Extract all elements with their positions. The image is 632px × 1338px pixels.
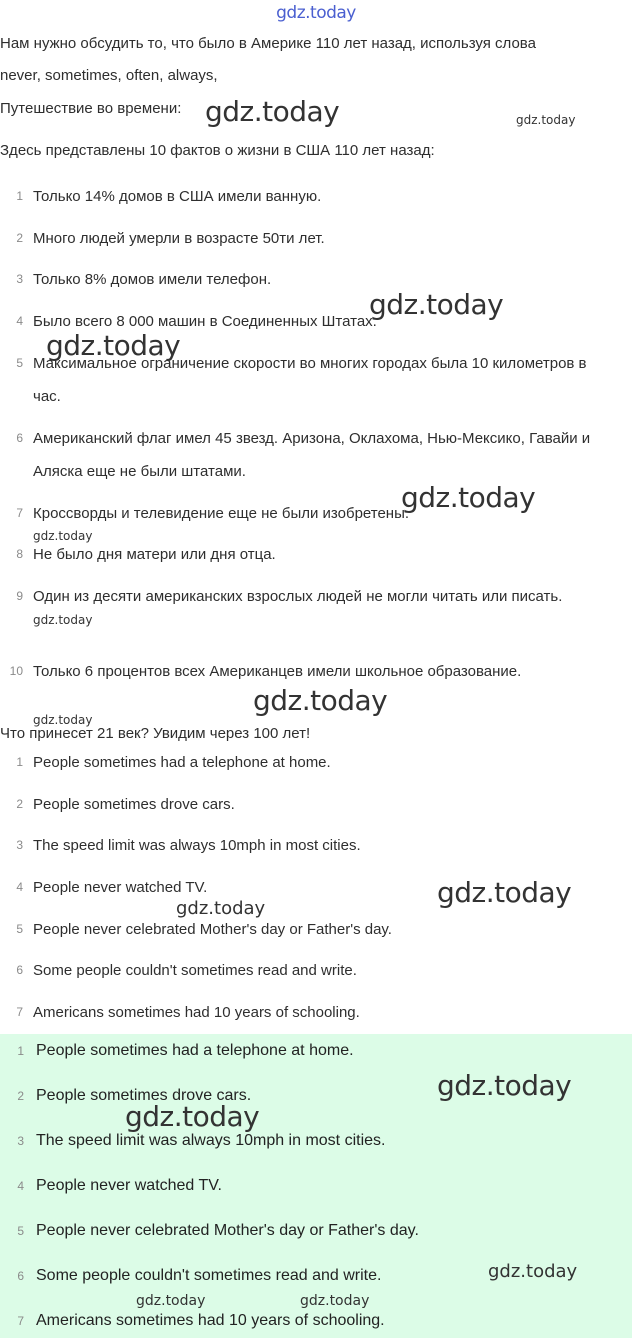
watermark: gdz.today xyxy=(401,481,536,514)
list-item xyxy=(0,1304,632,1338)
item-text: Some people couldn't sometimes read and write. xyxy=(36,1267,382,1284)
list-item xyxy=(0,538,632,580)
list-item xyxy=(0,746,632,788)
item-number: 5 xyxy=(16,921,23,936)
item-text: Американский флаг имел 45 звезд. Аризона, Оклахома, Нью-Мексико, Гавайи и Аляска еще не были штатами. xyxy=(33,429,591,480)
item-number: 4 xyxy=(17,1179,24,1193)
item-number: 9 xyxy=(16,589,23,604)
watermark: gdz.today xyxy=(33,713,93,727)
watermark: gdz.today xyxy=(300,1293,370,1309)
item-number: 1 xyxy=(16,189,23,203)
list-item xyxy=(0,1214,632,1259)
list-item xyxy=(0,180,632,222)
item-text: Было всего 8 000 машин в Соединенных Штатах. xyxy=(33,313,377,331)
item-number: 5 xyxy=(16,355,23,370)
list-item xyxy=(0,1169,632,1214)
item-text: Только 6 процентов всех Американцев имели школьное образование. xyxy=(33,663,522,681)
item-number: 3 xyxy=(16,272,23,287)
item-text: People never celebrated Mother's day or Father's day. xyxy=(36,1222,419,1239)
watermark: gdz.today xyxy=(369,288,504,321)
item-number: 4 xyxy=(16,880,23,895)
item-text: Кроссворды и телевидение еще не были изобретены. xyxy=(33,504,410,522)
intro-line-4: Здесь представлены 10 фактов о жизни в США 110 лет назад: xyxy=(0,142,435,159)
item-number: 6 xyxy=(16,963,23,978)
item-number: 1 xyxy=(17,1044,24,1058)
item-number: 10 xyxy=(9,664,23,679)
item-number: 6 xyxy=(16,430,23,445)
item-number: 2 xyxy=(17,1089,24,1103)
item-text: The speed limit was always 10mph in most cities. xyxy=(36,1132,386,1149)
intro-line-2: never, sometimes, often, always, xyxy=(0,67,218,84)
item-text: People sometimes drove cars. xyxy=(33,795,235,813)
item-number: 3 xyxy=(17,1134,24,1148)
list-item xyxy=(0,788,632,830)
facts-list xyxy=(0,180,632,697)
item-text: People sometimes drove cars. xyxy=(36,1087,252,1104)
intro-line-3: Путешествие во времени: xyxy=(0,100,182,117)
watermark: gdz.today xyxy=(437,876,572,909)
item-text: People never watched TV. xyxy=(36,1177,222,1194)
item-number: 7 xyxy=(16,505,23,520)
watermark: gdz.today xyxy=(516,113,576,127)
item-number: 4 xyxy=(16,314,23,329)
question-heading: Что принесет 21 век? Увидим через 100 лет! xyxy=(0,725,311,742)
list-item xyxy=(0,263,632,305)
list-item xyxy=(0,497,632,539)
list-item xyxy=(0,913,632,955)
item-text: People sometimes had a telephone at home. xyxy=(33,754,331,771)
list-item xyxy=(0,222,632,264)
item-text: People never celebrated Mother's day or Father's day. xyxy=(33,920,392,938)
list-item xyxy=(0,1124,632,1169)
intro-line-1: Нам нужно обсудить то, что было в Америке 110 лет назад, используя слова xyxy=(0,35,536,52)
item-text: Americans sometimes had 10 years of schooling. xyxy=(36,1312,385,1329)
watermark: gdz.today xyxy=(205,95,340,128)
site-logo[interactable]: gdz.today xyxy=(276,3,356,23)
list-item xyxy=(0,422,632,497)
watermark: gdz.today xyxy=(176,898,266,919)
list-item xyxy=(0,580,632,655)
item-number: 2 xyxy=(16,230,23,245)
item-text: Много людей умерли в возрасте 50ти лет. xyxy=(33,229,325,247)
item-number: 6 xyxy=(17,1269,24,1283)
item-text: The speed limit was always 10mph in most cities. xyxy=(33,837,361,855)
item-text: Some people couldn't sometimes read and write. xyxy=(33,962,357,980)
item-number: 2 xyxy=(16,796,23,811)
list-item xyxy=(0,829,632,871)
watermark: gdz.today xyxy=(488,1261,578,1282)
watermark: gdz.today xyxy=(46,329,181,362)
list-item xyxy=(0,996,632,1038)
item-text: Только 8% домов имели телефон. xyxy=(33,271,272,289)
item-text: Только 14% домов в США имели ванную. xyxy=(33,188,322,205)
item-number: 5 xyxy=(17,1224,24,1238)
item-text: Не было дня матери или дня отца. xyxy=(33,546,276,564)
item-text: Один из десяти американских взрослых людей не могли читать или писать. xyxy=(33,588,563,606)
watermark: gdz.today xyxy=(136,1293,206,1309)
item-number: 7 xyxy=(17,1314,24,1328)
watermark: gdz.today xyxy=(253,684,388,717)
item-number: 1 xyxy=(16,755,23,769)
watermark: gdz.today xyxy=(33,529,93,543)
watermark: gdz.today xyxy=(437,1069,572,1102)
watermark: gdz.today xyxy=(125,1100,260,1133)
item-number: 7 xyxy=(16,1005,23,1020)
item-number: 8 xyxy=(16,547,23,562)
item-text: Americans sometimes had 10 years of schooling. xyxy=(33,1004,360,1022)
item-number: 3 xyxy=(16,838,23,853)
watermark: gdz.today xyxy=(33,613,93,627)
item-text: People sometimes had a telephone at home. xyxy=(36,1042,354,1059)
list-item xyxy=(0,954,632,996)
item-text: People never watched TV. xyxy=(33,879,208,897)
item-text: Максимальное ограничение скорости во многих городах была 10 километров в час. xyxy=(33,354,587,405)
